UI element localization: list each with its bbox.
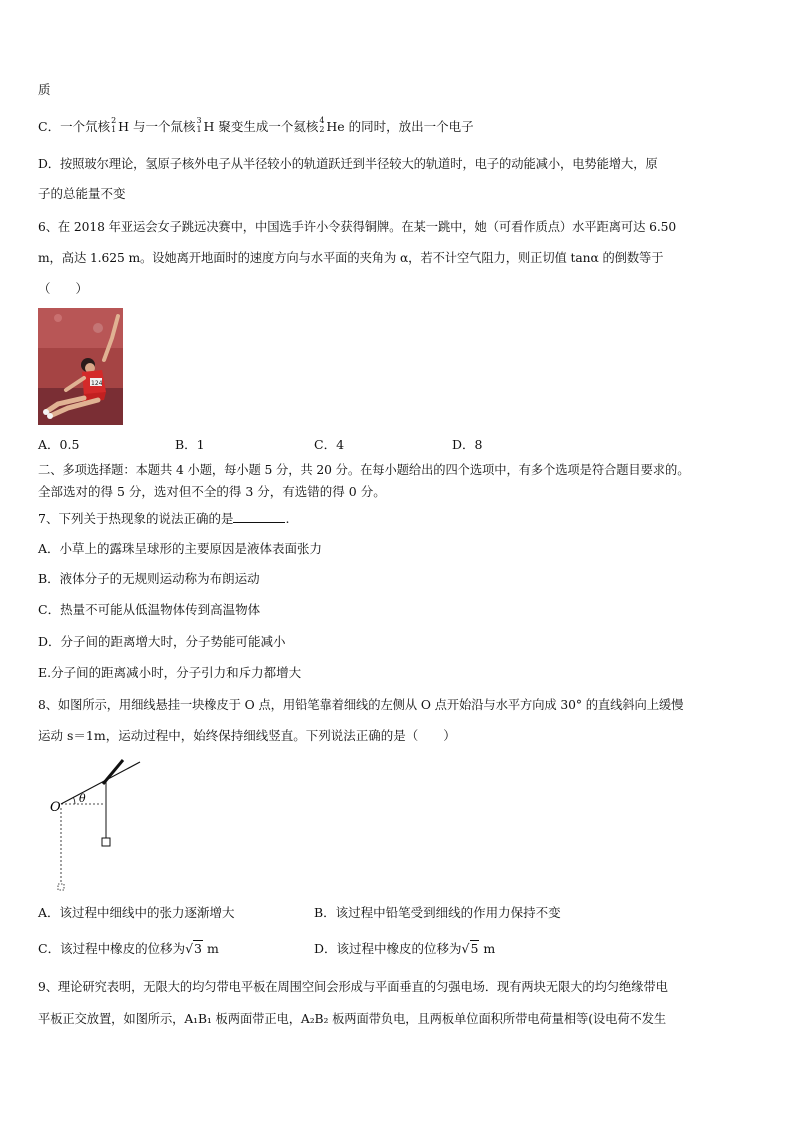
question-9-text-2: 平板正交放置，如图所示，A₁B₁ 板两面带正电，A₂B₂ 板两面带负电，且两板单位面积所带电荷量相等(设电荷不发生 xyxy=(38,1012,667,1026)
q6-option-d[interactable]: D．8 xyxy=(452,437,483,452)
q7-option-a[interactable]: A．小草上的露珠呈球形的主要原因是液体表面张力 xyxy=(38,541,323,556)
option-text: C．该过程中橡皮的位移为 xyxy=(38,941,186,956)
text-seg: C．一个氘核 xyxy=(38,119,111,134)
q7-option-d[interactable]: D．分子间的距离增大时，分子势能可能减小 xyxy=(38,634,286,649)
q7-option-c[interactable]: C．热量不可能从低温物体传到高温物体 xyxy=(38,602,261,617)
q7-option-b[interactable]: B．液体分子的无规则运动称为布朗运动 xyxy=(38,571,260,586)
question-7-text: 7、下列关于热现象的说法正确的是 xyxy=(38,511,234,526)
q8-option-c[interactable] xyxy=(38,941,219,957)
text-seg: H 聚变生成一个氦核 xyxy=(203,119,319,134)
q8-option-b[interactable]: B．该过程中铅笔受到细线的作用力保持不变 xyxy=(314,905,561,920)
option-text: D．该过程中橡皮的位移为 xyxy=(314,941,462,956)
nuclide-helium: 4 2 xyxy=(319,116,325,134)
q7-option-e[interactable]: E.分子间的距离减小时，分子引力和斥力都增大 xyxy=(38,665,302,680)
long-jump-photo xyxy=(38,308,123,425)
sqrt-expression: √3 xyxy=(185,941,202,956)
question-7-end: . xyxy=(285,511,290,526)
question-7-stem xyxy=(38,510,289,527)
q8-option-a[interactable]: A．该过程中细线中的张力逐渐增大 xyxy=(38,905,235,920)
option-d-text-cont: 子的总能量不变 xyxy=(38,186,126,201)
unit: m xyxy=(479,941,496,956)
question-6-text: 6、在 2018 年亚运会女子跳远决赛中，中国选手许小令获得铜牌。在某一跳中，她（可看作质点）水平距离可达 6.50 xyxy=(38,220,677,234)
text-seg: H 与一个氚核 xyxy=(118,119,196,134)
question-6-text-2: m，高达 1.625 m。设她离开地面时的速度方向与水平面的夹角为 α，若不计空气阻力，则正切值 tanα 的倒数等于 xyxy=(38,251,664,265)
option-d-text: D．按照玻尔理论，氢原子核外电子从半径较小的轨道跃迁到半径较大的轨道时，电子的动能减小，电势能增大，原 xyxy=(38,157,658,171)
theta-label: θ xyxy=(79,792,86,805)
text-seg: He 的同时，放出一个电子 xyxy=(326,119,474,134)
question-9-text: 9、理论研究表明，无限大的均匀带电平板在周围空间会形成与平面垂直的匀强电场．现有两块无限大的均匀绝缘带电 xyxy=(38,980,668,994)
question-8-text: 8、如图所示，用细线悬挂一块橡皮于 O 点，用铅笔靠着细线的左侧从 O 点开始沿与水平方向成 30° 的直线斜向上缓慢 xyxy=(38,698,684,712)
pendulum-pencil-figure xyxy=(45,756,155,896)
option-c-nuclear xyxy=(38,116,474,135)
nuclide-tritium: 3 1 xyxy=(196,116,202,134)
section-2-heading: 二、多项选择题：本题共 4 小题，每小题 5 分，共 20 分。在每小题给出的四个选项中，有多个选项是符合题目要求的。 xyxy=(38,463,690,477)
section-2-heading-cont: 全部选对的得 5 分，选对但不全的得 3 分，有选错的得 0 分。 xyxy=(38,484,386,499)
athlete-image xyxy=(38,308,123,425)
q6-option-b[interactable]: B．1 xyxy=(175,437,205,452)
sqrt-expression: √5 xyxy=(461,941,479,956)
text-line-cont: 质 xyxy=(38,82,51,97)
answer-blank xyxy=(233,510,285,523)
q6-option-c[interactable]: C．4 xyxy=(314,437,345,452)
point-o-label: O xyxy=(50,800,61,815)
question-6-bracket: （ ） xyxy=(38,281,89,296)
bib-number: 124 xyxy=(91,380,103,387)
q8-option-d[interactable] xyxy=(314,941,495,957)
q6-option-a[interactable]: A．0.5 xyxy=(38,437,80,452)
nuclide-deuterium: 2 1 xyxy=(111,116,117,134)
unit: m xyxy=(203,941,219,956)
question-8-text-2: 运动 s＝1m，运动过程中，始终保持细线竖直。下列说法正确的是（ ） xyxy=(38,728,456,743)
